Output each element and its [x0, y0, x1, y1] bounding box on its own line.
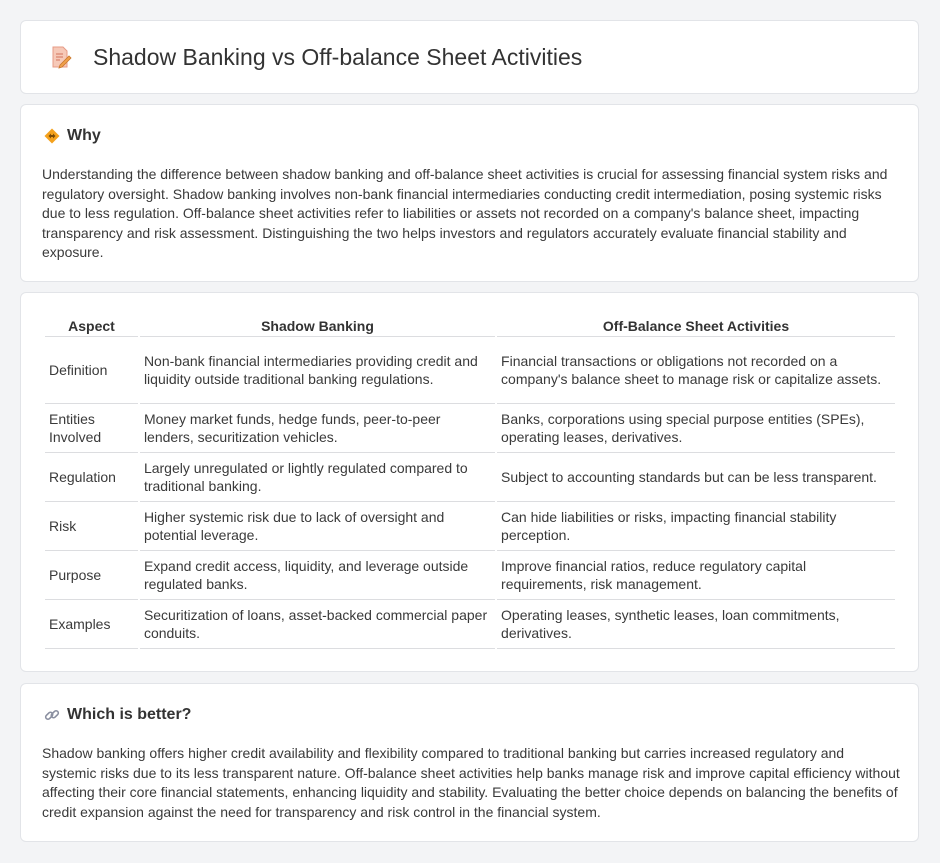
- link-icon: [43, 706, 61, 724]
- table-row: [45, 404, 895, 453]
- row-shadow: Securitization of loans, asset-backed commercial paper conduits.: [140, 600, 495, 649]
- row-shadow: Largely unregulated or lightly regulated compared to traditional banking.: [140, 453, 495, 502]
- better-heading-row: [43, 706, 191, 724]
- row-aspect: Entities Involved: [45, 404, 138, 453]
- row-shadow: Non-bank financial intermediaries providing credit and liquidity outside traditional banking regulations.: [140, 337, 495, 404]
- why-section: [20, 104, 919, 282]
- better-text: Shadow banking offers higher credit availability and flexibility compared to traditional banking but carries increased regulatory and systemic risks due to its less transparent nature. Off-balance sheet activities help banks manage risk and improve capital efficiency without affecting their core financial statements, enhancing liquidity and stability. Evaluating the better choice depends on balancing the benefits of credit expansion against the need for transparency and risk control in the financial system.: [42, 745, 900, 820]
- better-section: [20, 683, 919, 842]
- row-aspect: Purpose: [45, 551, 138, 600]
- row-shadow: Expand credit access, liquidity, and leverage outside regulated banks.: [140, 551, 495, 600]
- table-row: [45, 551, 895, 600]
- table-row: [45, 337, 895, 404]
- why-heading: Why: [67, 127, 101, 144]
- row-offbalance: Banks, corporations using special purpose entities (SPEs), operating leases, derivatives.: [497, 404, 895, 453]
- row-offbalance: Subject to accounting standards but can be less transparent.: [497, 453, 895, 502]
- row-aspect: Examples: [45, 600, 138, 649]
- diamond-arrows-icon: [43, 127, 61, 145]
- row-aspect: Risk: [45, 502, 138, 551]
- why-text: Understanding the difference between shadow banking and off-balance sheet activities is crucial for assessing financial system risks and regulatory oversight. Shadow banking involves non-bank financial intermediaries conducting credit intermediation, posing systemic risks due to less regulation. Off-balance sheet activities refer to liabilities or assets not recorded on a company's balance sheet, impacting transparency and risk assessment. Distinguishing the two helps investors and regulators accurately evaluate financial stability and exposure.: [42, 166, 888, 261]
- row-shadow: Money market funds, hedge funds, peer-to-peer lenders, securitization vehicles.: [140, 404, 495, 453]
- row-aspect: Definition: [45, 337, 138, 404]
- header-off-balance: Off-Balance Sheet Activities: [497, 316, 895, 337]
- row-offbalance: Operating leases, synthetic leases, loan commitments, derivatives.: [497, 600, 895, 649]
- header-shadow-banking: Shadow Banking: [140, 316, 495, 337]
- header-aspect: Aspect: [45, 316, 138, 337]
- document-pencil-icon: [47, 44, 73, 70]
- table-row: [45, 453, 895, 502]
- row-offbalance: Improve financial ratios, reduce regulatory capital requirements, risk management.: [497, 551, 895, 600]
- title-row: [21, 21, 918, 93]
- comparison-table: [43, 316, 897, 649]
- table-header-row: [45, 316, 895, 337]
- row-offbalance: Can hide liabilities or risks, impacting financial stability perception.: [497, 502, 895, 551]
- better-heading: Which is better?: [67, 706, 192, 723]
- row-aspect: Regulation: [45, 453, 138, 502]
- table-row: [45, 502, 895, 551]
- comparison-section: [20, 292, 919, 672]
- row-shadow: Higher systemic risk due to lack of oversight and potential leverage.: [140, 502, 495, 551]
- page-title: Shadow Banking vs Off-balance Sheet Activities: [93, 43, 583, 70]
- why-heading-row: [43, 127, 101, 145]
- row-offbalance: Financial transactions or obligations not recorded on a company's balance sheet to manage risk or capitalize assets.: [497, 337, 895, 404]
- table-row: [45, 600, 895, 649]
- title-card: [20, 20, 919, 94]
